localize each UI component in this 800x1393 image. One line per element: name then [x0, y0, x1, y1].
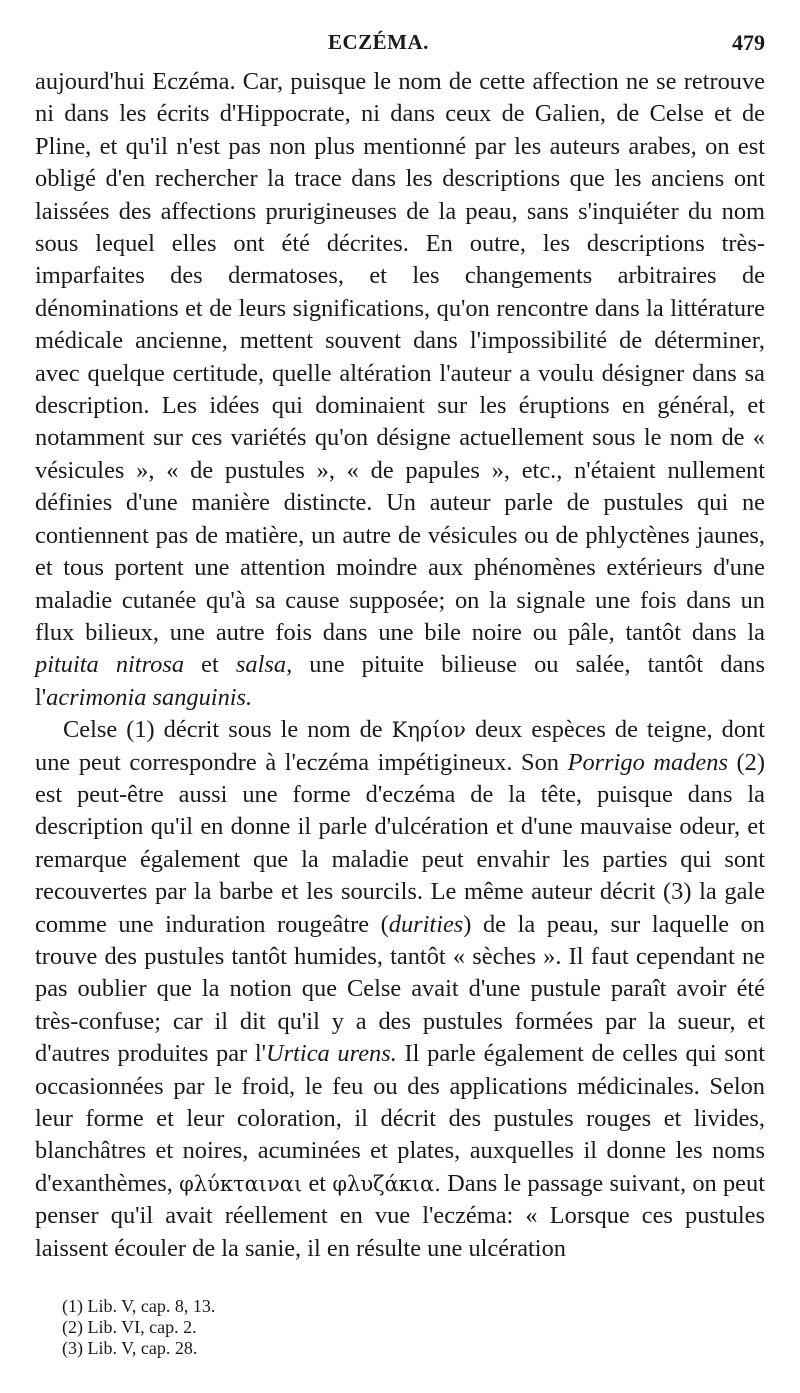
text-run: (2) est peut-être aussi une forme d'eczéma de la tête, puisque dans la description qu'il en donne il parle d'ulcération et d'une mauvaise odeur, et remarque également que la maladie peut envahir les parties qui sont recouvertes par la barbe et les sourcils. Le même auteur décrit (3) la gale comme une induration rougeâtre ( — [35, 748, 765, 938]
text-run: une pituite bilieuse ou salée, tantôt dans l' — [35, 651, 765, 711]
page-number: 479 — [732, 30, 765, 55]
italic-term: durities — [388, 910, 464, 938]
body-text — [35, 66, 765, 1265]
text-run: aujourd'hui Eczéma. Car, puisque le nom de cette affection ne se retrouve ni dans les écrits d'Hippocrate, ni dans ceux de Galien, de Celse et de Pline, et qu'il n'est pas non plus mentionné par les auteurs arabes, on est obligé d'en rechercher la trace dans les descriptions que les anciens ont laissées des affections prurigineuses de la peau, sans s'inquiéter du nom sous lequel elles ont été décrites. En outre, les descriptions très-imparfaites des dermatoses, et les changements arbitraires de dénominations et de leurs significations, qu'on rencontre dans la littérature médicale ancienne, mettent souvent dans l'impossibilité de déterminer, avec quelque certitude, quelle altération l'auteur a voulu désigner dans sa description. Les idées qui dominaient sur les éruptions en général, et notamment sur ces variétés qu'on désigne actuellement sous le nom de « vésicules », « de pustules », « de papules », etc., n'étaient nullement définies d'une manière distincte. Un auteur parle de pustules qui ne contiennent pas de matière, un autre de vésicules ou de phlyctènes jaunes, et tous portent une attention moindre aux phénomènes extérieurs d'une maladie cutanée qu'à sa cause supposée; on la signale une fois dans un flux bilieux, une autre fois dans une bile noire ou pâle, tantôt dans la — [35, 68, 765, 646]
italic-term: Porrigo madens — [567, 748, 728, 776]
footnote: (1) Lib. V, cap. 8, 13. — [62, 1296, 216, 1316]
paragraph — [35, 714, 765, 1265]
text-run: et — [302, 1169, 333, 1197]
greek-term: Κηρίον — [391, 718, 466, 743]
text-run: Il parle également de celles qui sont occasionnées par le froid, le feu ou des applications médicinales. Selon leur forme et leur coloration, il décrit des pustules rouges et livides, blanchâtres et noires, acuminées et plates, auxquelles il donne les noms d'exanthèmes, — [35, 1040, 765, 1197]
footnote: (2) Lib. VI, cap. 2. — [62, 1317, 197, 1337]
running-header — [0, 28, 800, 62]
text-run: et — [184, 651, 236, 679]
italic-term: salsa, — [235, 651, 293, 679]
text-run: Celse (1) décrit sous le nom de — [63, 716, 392, 744]
paragraph — [35, 66, 765, 714]
italic-term: pituita nitrosa — [35, 651, 185, 679]
footnotes — [62, 1296, 762, 1359]
text-run: ) de la peau, sur laquelle on trouve des pustules tantôt humides, tantôt « sèches ». Il faut cependant ne pas oublier que la notion que Celse avait d'une pustule paraît avoir été très-confuse; car il dit qu'il y a des pustules formées par la sueur, et d'autres produites par l' — [35, 910, 766, 1068]
italic-term: acrimonia sanguinis. — [46, 683, 253, 711]
page-title: ECZÉMA. — [328, 30, 429, 54]
footnote: (3) Lib. V, cap. 28. — [62, 1338, 198, 1358]
greek-term: φλυζάκια. — [332, 1171, 441, 1196]
text-run: Dans le passage suivant, on peut penser qu'il avait réellement en vue l'eczéma: « Lorsque ces pustules laissent écouler de la sanie, il en résulte une ulcération — [35, 1169, 765, 1262]
greek-term: φλύκταιναι — [179, 1171, 303, 1196]
italic-term: Urtica urens. — [266, 1040, 397, 1068]
text-run: deux espèces de teigne, dont une peut correspondre à l'eczéma impétigineux. Son — [35, 716, 765, 776]
